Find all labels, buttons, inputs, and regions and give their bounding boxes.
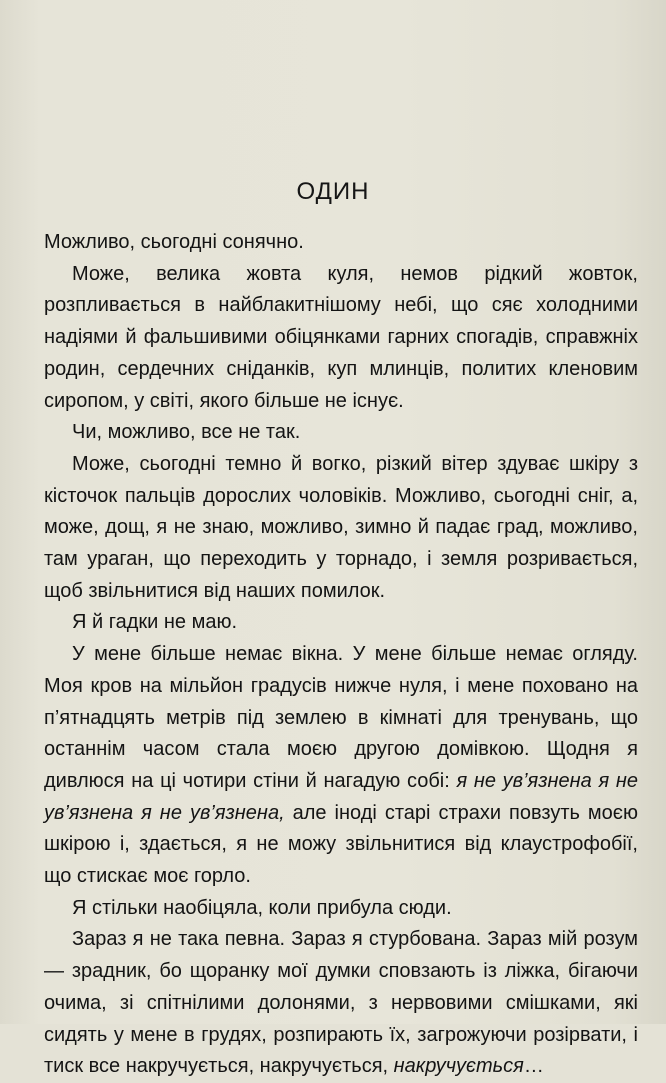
paragraph: Я й гадки не маю. <box>72 611 238 634</box>
paragraph-text: Зараз я не така певна. Зараз я стурбована. Зараз мій розум — зрадник, бо щоранку мої думки сповзають із ліжка, бігаючи очима, зі спітнілими долонями, з нервовими смішками, які сидять у мене в грудях, розпирають їх, загрожуючи розірвати, і тиск все накручується, накручується, <box>44 928 638 1078</box>
paragraph: Може, сьогодні темно й вогко, різкий вітер здуває шкіру з кісточок пальців дорослих чоловіків. Можливо, сьогодні сніг, а, може, дощ, я не знаю, можливо, зимно й падає град, можливо, там ураган, що переходить у торнадо, і земля розривається, щоб звільнитися від наших помилок. <box>44 452 638 602</box>
paragraph-text: У мене більше немає вікна. У мене більше немає огляду. Моя кров на мільйон градусів нижче нуля, і мене поховано на п’ятнадцять метрів під землею в кімнаті для тренувань, що останнім часом стала моєю другою домівкою. Щодня я дивлюся на ці чотири стіни й нагадую собі: <box>44 643 638 792</box>
italic-phrase: я не ув’язнена я не ув’язнена я не ув’язнена, <box>44 769 638 824</box>
italic-phrase: накручується <box>393 1055 524 1078</box>
paragraph-text: але іноді старі страхи повзуть моєю шкірою і, здається, я не можу звільнитися від клаустрофобії, що стискає моє горло. <box>44 801 639 888</box>
paragraph <box>44 259 638 418</box>
paragraph: Можливо, сьогодні сонячно. <box>44 231 304 253</box>
paragraph <box>44 924 638 1083</box>
paragraph-text: Може, велика жовта куля, немов рідкий жовток, розпливається в найблакитнішому небі, що сяє холодними надіями й фальшивими обіцянками гарних спогадів, справжніх родин, сердечних сніданків, куп млинців, политих кленовим сиропом, у світі, якого більше не існує. <box>44 262 638 412</box>
chapter-title: ОДИН <box>296 178 370 205</box>
paragraph: Я стільки наобіцяла, коли прибула сюди. <box>72 896 452 919</box>
paragraph: Чи, можливо, все не так. <box>72 421 301 444</box>
paragraph-text: … <box>523 1055 544 1078</box>
paragraph <box>44 639 638 893</box>
body-text <box>44 227 638 1083</box>
